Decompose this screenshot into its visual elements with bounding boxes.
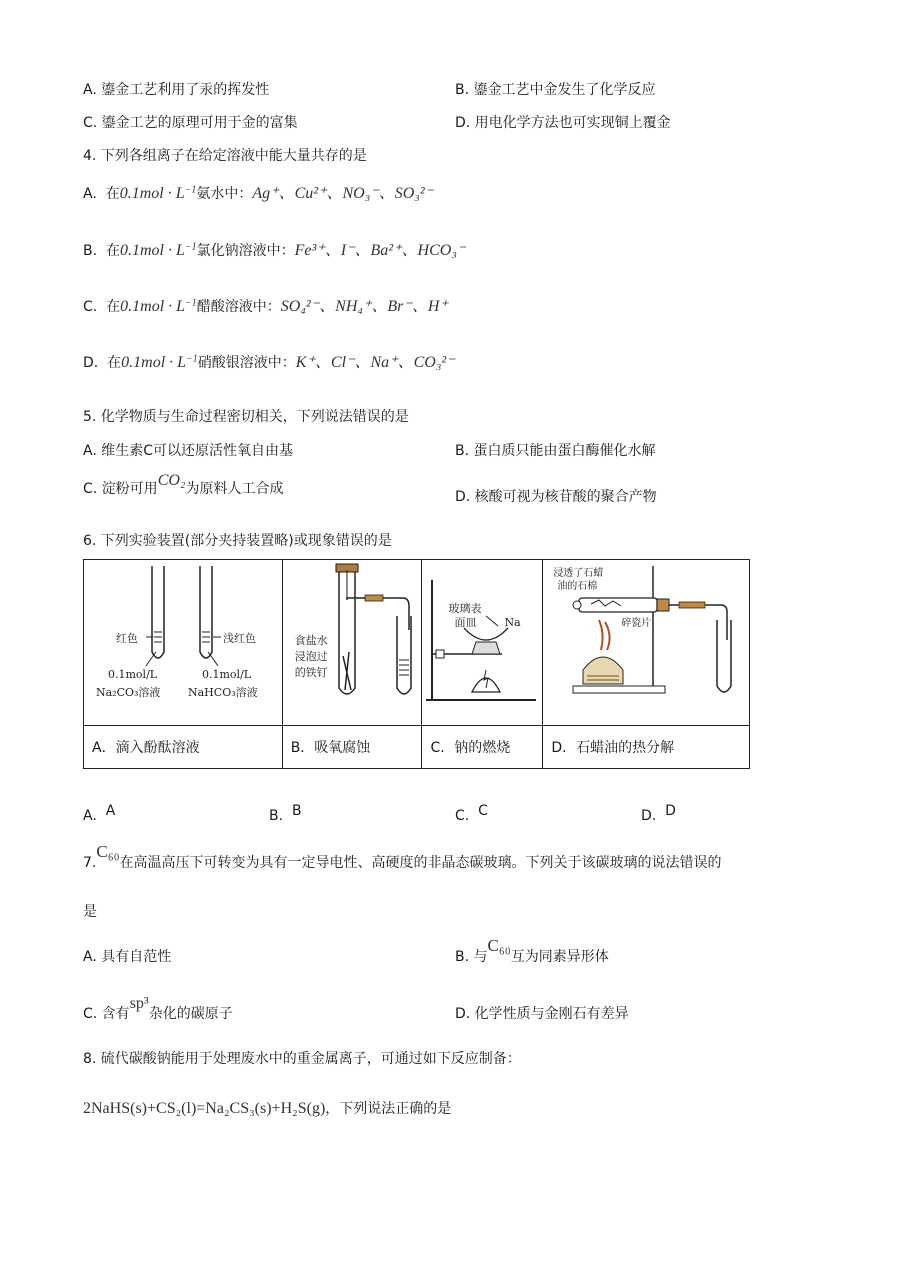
q4-option-c: C. 在$0.1mol \cdot L^{-1}$醋酸溶液中：SO₄²⁻、NH₄⁺、Br⁻、H⁺ — [83, 297, 448, 315]
fig-a-cell — [84, 560, 283, 726]
caption-c: C．钠的燃烧 — [422, 726, 543, 769]
q5-option-b: B. 蛋白质只能由蛋白酶催化水解 — [455, 443, 656, 459]
q4-option-a: A. 在$0.1mol \cdot L^{-1}$氨水中：Ag⁺、Cu²⁺、NO₃⁻、SO₃²⁻ — [83, 184, 434, 202]
q5-option-d: D. 核酸可视为核苷酸的聚合产物 — [455, 489, 657, 505]
q8-stem: 8. 硫代碳酸钠能用于处理废水中的重金属离子，可通过如下反应制备： — [83, 1051, 521, 1067]
fig-b-label-1: 食盐水 — [294, 634, 328, 647]
fig-a-label-light-red: 浅红色 — [223, 632, 256, 645]
q6-apparatus-table — [83, 559, 750, 769]
q6-option-b: B. B — [269, 803, 302, 824]
q3-option-d: D. 用电化学方法也可实现铜上覆金 — [455, 115, 671, 131]
q5-option-a: A. 维生素C可以还原活性氧自由基 — [83, 443, 294, 459]
q6-stem: 6. 下列实验装置(部分夹持装置略)或现象错误的是 — [83, 533, 392, 549]
fig-a-conc-left: 0.1mol/L — [108, 668, 158, 681]
caption-d: D．石蜡油的热分解 — [543, 726, 750, 769]
fig-c-label-na: Na — [504, 616, 521, 629]
q7-stem-line2: 是 — [83, 904, 97, 920]
fig-c-cell — [422, 560, 543, 726]
q5-option-c: C. 淀粉可用CO₂为原料人工合成 — [83, 472, 284, 497]
q8-equation: 2NaHS(s)+CS₂(l)=Na₂CS₃(s)+H₂S(g) — [83, 1100, 326, 1117]
fig-d-label-2: 油的石棉 — [557, 581, 598, 592]
q3-option-c: C. 鎏金工艺的原理可用于金的富集 — [83, 115, 298, 131]
q7-stem-line1: 7.C₆₀在高温高压下可转变为具有一定导电性、高硬度的非晶态碳玻璃。下列关于该碳玻璃的说法错误的 — [83, 842, 722, 871]
fig-b-cell — [282, 560, 422, 726]
q3-option-b: B. 鎏金工艺中金发生了化学反应 — [455, 82, 656, 98]
fig-a-label-red: 红色 — [116, 632, 138, 645]
q8-equation-line: 2NaHS(s)+CS₂(l)=Na₂CS₃(s)+H₂S(g)，下列说法正确的是 — [83, 1100, 452, 1117]
fig-c-label-2: 面皿 — [454, 616, 477, 629]
q6-option-a: A. A — [83, 803, 116, 824]
fig-a-conc-right: 0.1mol/L — [202, 668, 252, 681]
fig-c-label-1: 玻璃表 — [448, 602, 482, 615]
caption-b: B．吸氧腐蚀 — [282, 726, 422, 769]
fig-d-cell — [543, 560, 750, 726]
fig-b-label-3: 的铁钉 — [294, 666, 328, 679]
q6-option-d: D. D — [641, 803, 676, 824]
q6-option-c: C. C — [455, 803, 488, 824]
q4-option-d: D. 在$0.1mol \cdot L^{-1}$硝酸银溶液中：K⁺、Cl⁻、Na⁺、CO₃²⁻ — [83, 353, 455, 371]
fig-b-label-2: 浸泡过 — [294, 650, 328, 663]
q4-stem: 4. 下列各组离子在给定溶液中能大量共存的是 — [83, 148, 367, 164]
fig-d-label-1: 浸透了石蜡 — [553, 568, 604, 579]
fig-c-sodium-burning — [422, 560, 542, 725]
q7-option-b: B. 与C₆₀互为同素异形体 — [455, 936, 609, 965]
q5-stem: 5. 化学物质与生命过程密切相关，下列说法错误的是 — [83, 409, 409, 425]
q7-option-c: C. 含有sp³杂化的碳原子 — [83, 995, 233, 1022]
q3-option-a: A. 鎏金工艺利用了汞的挥发性 — [83, 82, 270, 98]
fig-a-sol-left: Na₂CO₃溶液 — [96, 686, 161, 699]
q7-option-a: A. 具有自范性 — [83, 949, 172, 965]
q7-option-d: D. 化学性质与金刚石有差异 — [455, 1006, 629, 1022]
fig-a-sol-right: NaHCO₃溶液 — [188, 686, 258, 699]
fig-d-label-3: 碎瓷片 — [621, 618, 652, 629]
caption-a: A．滴入酚酞溶液 — [84, 726, 283, 769]
q4-option-b: B. 在$0.1mol \cdot L^{-1}$氯化钠溶液中：Fe³⁺、I⁻、Ba²⁺、HCO₃⁻ — [83, 241, 466, 259]
